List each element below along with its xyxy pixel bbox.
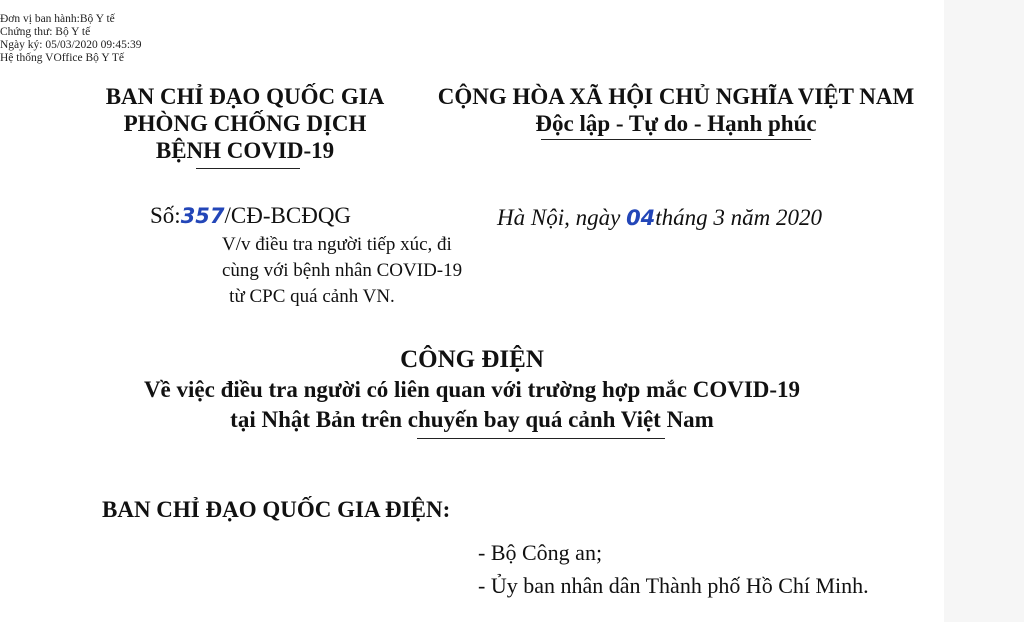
national-header xyxy=(414,83,938,137)
doc-number-suffix: /CĐ-BCĐQG xyxy=(224,203,352,228)
recipient-1: - Bộ Công an; xyxy=(478,540,603,565)
document-subject xyxy=(222,232,463,310)
national-motto: Độc lập - Tự do - Hạnh phúc xyxy=(535,111,817,136)
title-line-1: Về việc điều tra người có liên quan với trường hợp mắc COVID-19 xyxy=(143,377,801,402)
title-line-2: tại Nhật Bản trên chuyến bay quá cảnh Việt Nam xyxy=(230,407,714,432)
signature-issuer: Đơn vị ban hành:Bộ Y tế xyxy=(0,13,115,25)
subject-line-2: cùng với bệnh nhân COVID-19 xyxy=(222,260,463,281)
subject-line-1: V/v điều tra người tiếp xúc, đi xyxy=(222,234,452,255)
title-heading: CÔNG ĐIỆN xyxy=(400,346,544,373)
date-suffix: tháng 3 năm 2020 xyxy=(655,205,823,230)
digital-signature-block xyxy=(0,13,142,65)
country-name: CỘNG HÒA XÃ HỘI CHỦ NGHĨA VIỆT NAM xyxy=(437,84,915,109)
date-prefix: Hà Nội, ngày xyxy=(497,205,627,230)
signature-certificate: Chứng thư: Bộ Y tế xyxy=(0,26,91,38)
org-underline xyxy=(196,168,300,169)
document-date xyxy=(497,205,822,231)
recipient-2: - Ủy ban nhân dân Thành phố Hồ Chí Minh. xyxy=(478,573,869,598)
date-day-handwritten: 04 xyxy=(626,206,656,230)
document-number xyxy=(150,203,351,229)
subject-line-3: từ CPC quá cảnh VN. xyxy=(229,286,395,307)
org-line-1: BAN CHỈ ĐẠO QUỐC GIA xyxy=(105,84,385,109)
signature-date: Ngày ký: 05/03/2020 09:45:39 xyxy=(0,39,142,51)
motto-underline xyxy=(541,139,811,140)
doc-number-prefix: Số: xyxy=(150,203,181,228)
doc-number-handwritten: 357 xyxy=(180,204,225,228)
document-title xyxy=(0,345,944,435)
title-underline xyxy=(417,438,665,439)
sender-line: BAN CHỈ ĐẠO QUỐC GIA ĐIỆN: xyxy=(102,497,451,522)
page-margin-strip xyxy=(944,0,1024,622)
org-line-2: PHÒNG CHỐNG DỊCH xyxy=(123,111,367,136)
org-line-3: BỆNH COVID-19 xyxy=(155,138,335,163)
signature-system: Hệ thống VOffice Bộ Y Tế xyxy=(0,52,125,64)
issuing-organization xyxy=(90,83,400,164)
